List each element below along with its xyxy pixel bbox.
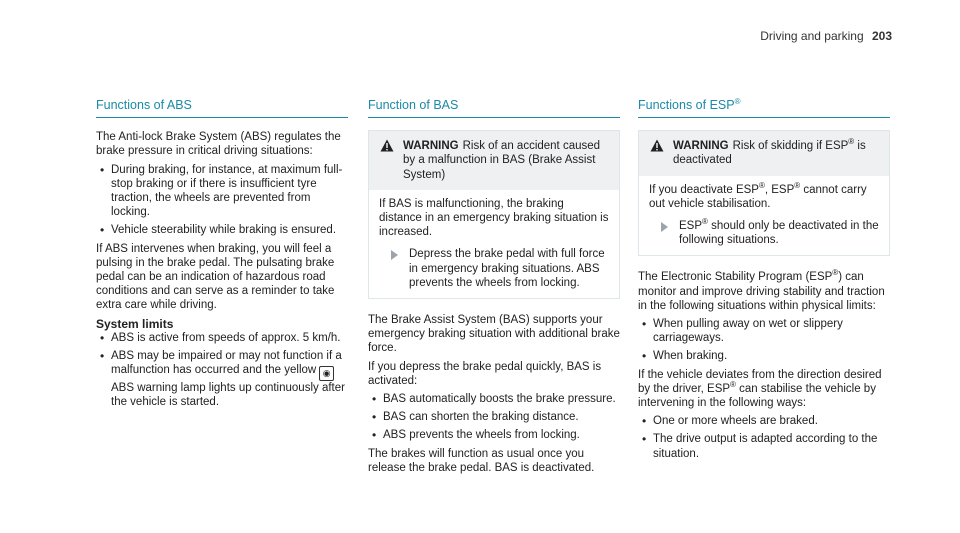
abs-section [96,98,348,414]
abs-title: Functions of ABS [96,98,348,118]
bas-section [368,98,620,479]
bas-title: Function of BAS [368,98,620,118]
list-item: • ABS prevents the wheels from locking. [383,428,620,442]
step-text: should only be deactivated in the following situations. [679,220,879,247]
list-item [111,349,348,410]
list-item: • BAS can shorten the braking distance. [383,410,620,424]
page-number: 203 [871,29,892,43]
step-text: Depress the brake pedal with full force in emergency braking situations. ABS prevents the wheels from locking. [409,248,605,289]
text: The Electronic Stability Program (ESP [638,271,833,284]
bas-list [368,392,620,443]
warning-triangle-icon [650,139,664,152]
list-item: • One or more wheels are braked. [653,414,890,428]
esp-section [638,98,890,465]
registered-mark: ® [794,180,801,190]
warning-text: If BAS is malfunctioning, the braking distance in an emergency braking situation is increased. [379,197,609,239]
step-arrow-icon [661,222,668,232]
limits-list [96,331,348,410]
warning-header [369,131,619,190]
step-arrow-icon [391,250,398,260]
bas-warning-box [368,130,620,299]
limit-text: ABS warning lamp lights up continuously after the vehicle is started. [111,382,345,409]
text: If you deactivate ESP [649,183,759,196]
warning-body [639,176,889,256]
step-text: ESP [679,220,703,233]
warning-header [639,131,889,175]
text: , ESP [764,183,795,196]
text: cannot carry out vehicle stabilisation. [649,183,867,210]
esp-title-text: Functions of ESP [638,98,735,112]
esp-situations-list [638,317,890,364]
warning-step [379,247,609,290]
text: If the vehicle deviates from the direction desired by the driver, ESP [638,368,882,395]
abs-warning-icon: ◉ [319,366,334,381]
limit-text: ABS may be impaired or may not function if a malfunction has occurred and the yellow [111,350,342,377]
bas-activation: If you depress the brake pedal quickly, BAS is activated: [368,360,602,387]
registered-mark: ® [734,96,741,106]
warning-text [649,180,879,211]
list-item: • BAS automatically boosts the brake pressure. [383,392,620,406]
warning-triangle-icon [380,139,394,152]
abs-intro: The Anti-lock Brake System (ABS) regulates the brake pressure in critical driving situations: [96,131,341,158]
text: ) can monitor and improve driving stability and traction in the following situations within physical limits: [638,271,885,312]
system-limits-heading: System limits [96,316,174,331]
bas-release: The brakes will function as usual once you release the brake pedal. BAS is deactivated. [368,447,595,474]
warning-body [369,190,619,298]
warning-label: WARNING [403,140,459,153]
text: can stabilise the vehicle by intervening in the following ways: [638,382,876,410]
esp-intro [638,270,890,313]
warning-heading: Risk of an accident caused by a malfunction in BAS (Brake Assist System) [403,140,601,181]
header-section: Driving and parking [760,29,864,43]
esp-title [638,98,890,118]
warning-label: WARNING [673,140,729,153]
list-item: • During braking, for instance, at maximum full-stop braking or if there is insufficient tyre traction, the wheels are prevented from locking. [111,163,348,220]
list-item: • Vehicle steerability while braking is ensured. [111,223,348,237]
registered-mark: ® [730,380,736,390]
esp-warning-box [638,130,890,256]
registered-mark: ® [848,137,855,147]
bas-intro: The Brake Assist System (BAS) supports your emergency braking situation with additional brake force. [368,314,620,355]
list-item: • When braking. [653,349,890,363]
abs-list [96,163,348,238]
warning-heading: Risk of skidding if ESP [732,140,849,153]
page-header [760,29,892,43]
list-item: • ABS is active from speeds of approx. 5 km/h. [111,331,348,345]
warning-step [649,219,879,247]
esp-paragraph [638,368,890,411]
registered-mark: ® [702,217,708,227]
warning-heading: is deactivated [673,140,866,167]
registered-mark: ® [758,180,765,190]
list-item: • When pulling away on wet or slippery carriageways. [653,317,890,345]
list-item: • The drive output is adapted according to the situation. [653,432,890,460]
abs-paragraph: If ABS intervenes when braking, you will feel a pulsing in the brake pedal. The pulsating brake pedal can be an indication of hazardous road conditions and can serve as a reminder to take extra care while driving. [96,242,335,312]
esp-intervention-list [638,414,890,461]
registered-mark: ® [832,268,839,278]
